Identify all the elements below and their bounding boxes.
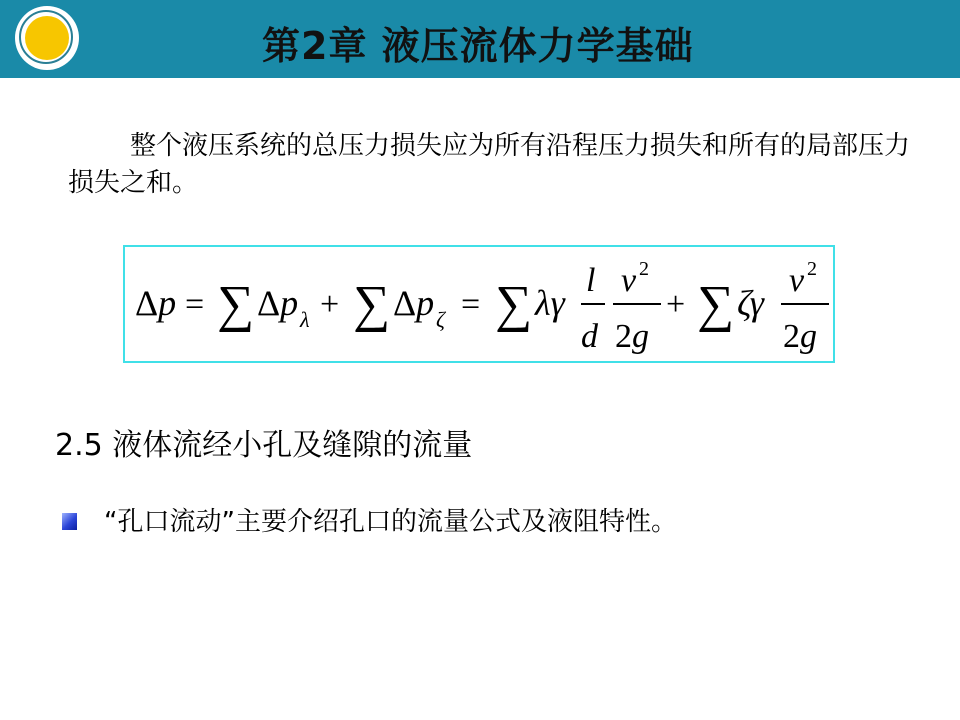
formula-square-1: 2 — [639, 258, 649, 280]
formula-v-2: v — [789, 262, 805, 299]
formula-square-2: 2 — [807, 258, 817, 280]
formula-delta-p-lambda: Δp — [257, 283, 299, 323]
formula-plus-2: + — [666, 286, 686, 323]
slide-title: 第2章 液压流体力学基础 — [262, 24, 694, 68]
formula-plus-1: + — [320, 286, 340, 323]
formula-l: l — [586, 262, 596, 299]
formula-2g-1: 2g — [615, 318, 649, 355]
formula-subscript-zeta: ζ — [436, 307, 445, 332]
paragraph-text: 整个液压系统的总压力损失应为所有沿程压力损失和所有的局部压力损失之和。 — [68, 131, 911, 198]
body-paragraph — [68, 128, 918, 202]
sun-logo-icon — [15, 6, 79, 70]
formula-equals-1: = — [185, 286, 205, 323]
bullet-text: “孔口流动”主要介绍孔口的流量公式及液阻特性。 — [104, 507, 677, 537]
formula-d: d — [581, 318, 598, 355]
formula-zeta-gamma: ζγ — [737, 283, 764, 323]
formula-sum-3: ∑ — [495, 276, 533, 333]
formula-sum-1: ∑ — [217, 276, 255, 333]
formula-box — [123, 245, 835, 363]
formula-delta-p-zeta: Δp — [393, 283, 435, 323]
pressure-loss-formula — [125, 247, 833, 361]
square-bullet-icon — [62, 513, 77, 530]
formula-sum-4: ∑ — [697, 276, 735, 333]
formula-v-1: v — [621, 262, 637, 299]
formula-equals-2: = — [461, 286, 481, 323]
formula-subscript-lambda: λ — [300, 307, 310, 332]
formula-lambda-gamma: λγ — [535, 283, 565, 323]
formula-sum-2: ∑ — [353, 276, 391, 333]
header-bar — [0, 0, 960, 78]
logo-sun — [25, 16, 69, 60]
formula-2g-2: 2g — [783, 318, 817, 355]
formula-delta-p: Δp — [135, 283, 177, 323]
section-heading: 2.5 液体流经小孔及缝隙的流量 — [55, 428, 473, 463]
